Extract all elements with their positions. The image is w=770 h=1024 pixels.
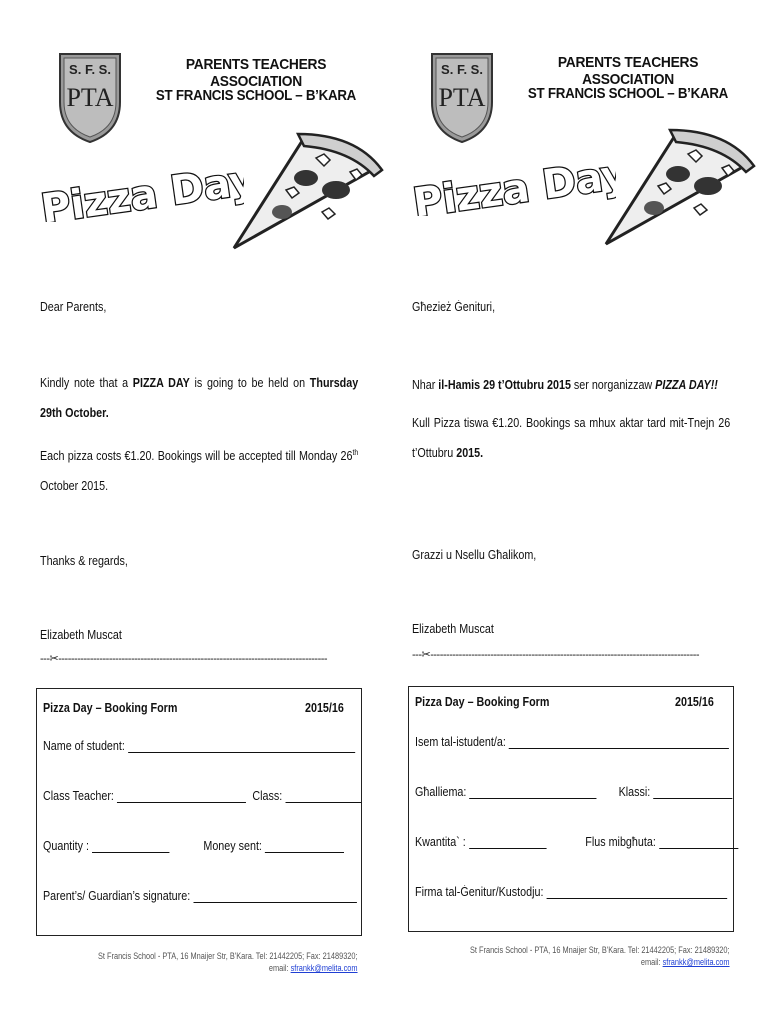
footer: St Francis School - PTA, 16 Mnaijer Str, B'Kara. Tel: 21442205; Fax: 21489320; email: sfrankk@melita.com xyxy=(98,951,358,973)
class-teacher-field[interactable] xyxy=(117,789,246,803)
guardian-signature-field[interactable] xyxy=(193,889,356,903)
scissors-icon: ---✂ xyxy=(412,649,431,661)
quantity-field[interactable] xyxy=(92,839,169,853)
school-name: ST FRANCIS SCHOOL – B’KARA xyxy=(155,88,357,104)
pta-logo xyxy=(56,50,124,146)
email-link[interactable]: sfrankk@melita.com xyxy=(663,957,730,967)
svg-text:S. F. S.: S. F. S. xyxy=(441,62,483,77)
svg-text:S. F. S.: S. F. S. xyxy=(69,62,111,77)
email-link[interactable]: sfrankk@melita.com xyxy=(291,963,358,973)
quantity-field[interactable] xyxy=(469,835,546,849)
note-paragraph: Nhar il-Hamis 29 t’Ottubru 2015 ser norganizzaw PIZZA DAY!! xyxy=(412,378,718,392)
cost-paragraph: Each pizza costs €1.20. Bookings will be accepted till Monday 26th October 2015. xyxy=(40,448,359,494)
signature-name: Elizabeth Muscat xyxy=(412,622,494,636)
pizza-slice-icon xyxy=(598,124,758,256)
shield-icon xyxy=(56,50,124,146)
class-teacher-field[interactable] xyxy=(469,785,596,799)
cost-paragraph: Kull Pizza tiswa €1.20. Bookings sa mhux aktar tard mit-Tnejn 26 t’Ottubru 2015. xyxy=(412,416,731,460)
school-name: ST FRANCIS SCHOOL – B’KARA xyxy=(527,86,729,102)
money-sent-field[interactable] xyxy=(659,835,738,849)
booking-form xyxy=(408,686,734,932)
class-field[interactable] xyxy=(653,785,732,799)
cut-line: ---✂------------------------------------------------------------------------------------- xyxy=(412,649,700,661)
greeting: Għezież Ġenituri, xyxy=(412,300,496,314)
quantity-row: Kwantita` : Flus mibgħuta: xyxy=(415,835,738,849)
cut-line: ---✂------------------------------------------------------------------------------------- xyxy=(40,653,328,665)
svg-text:PTA: PTA xyxy=(438,83,486,112)
greeting: Dear Parents, xyxy=(40,300,107,314)
pizza-day-heading xyxy=(406,146,616,216)
flyer-maltese xyxy=(398,0,738,1024)
pta-logo xyxy=(428,50,496,146)
svg-text:PTA: PTA xyxy=(66,83,114,112)
flyer-english xyxy=(26,0,366,1024)
pta-title: PARENTS TEACHERS ASSOCIATION xyxy=(557,54,699,88)
student-name-field[interactable] xyxy=(509,735,729,749)
pizza-day-heading xyxy=(34,152,244,222)
shield-icon xyxy=(428,50,496,146)
teacher-row: Għalliema: Klassi: xyxy=(415,785,732,799)
note-paragraph: Kindly note that a PIZZA DAY is going to be held on Thursday 29th October. xyxy=(40,376,359,420)
form-title: Pizza Day – Booking Form xyxy=(43,701,178,715)
student-name-field[interactable] xyxy=(128,739,355,753)
guardian-signature-field[interactable] xyxy=(546,885,727,899)
booking-form xyxy=(36,688,362,936)
student-row: Isem tal-istudent/a: xyxy=(415,735,729,749)
thanks: Grazzi u Nsellu Għalikom, xyxy=(412,548,537,562)
thanks: Thanks & regards, xyxy=(40,554,128,568)
pizza-slice-icon xyxy=(226,128,386,260)
signature-row: Firma tal-Ġenitur/Kustodju: xyxy=(415,885,727,899)
scissors-icon: ---✂ xyxy=(40,653,59,665)
signature-row: Parent’s/ Guardian’s signature: xyxy=(43,889,357,903)
student-row: Name of student: xyxy=(43,739,355,753)
teacher-row: Class Teacher: Class: xyxy=(43,789,361,803)
quantity-row: Quantity : Money sent: xyxy=(43,839,344,853)
form-year: 2015/16 xyxy=(305,701,344,715)
money-sent-field[interactable] xyxy=(265,839,344,853)
pizza-day-text: Pizza Day xyxy=(410,151,616,216)
pta-title: PARENTS TEACHERS ASSOCIATION xyxy=(185,56,327,90)
signature-name: Elizabeth Muscat xyxy=(40,628,122,642)
form-year: 2015/16 xyxy=(675,695,714,709)
form-title: Pizza Day – Booking Form xyxy=(415,695,550,709)
class-field[interactable] xyxy=(285,789,361,803)
footer: St Francis School - PTA, 16 Mnaijer Str, B'Kara. Tel: 21442205; Fax: 21489320; email: sfrankk@melita.com xyxy=(470,945,730,967)
pizza-day-text: Pizza Day xyxy=(38,157,244,222)
